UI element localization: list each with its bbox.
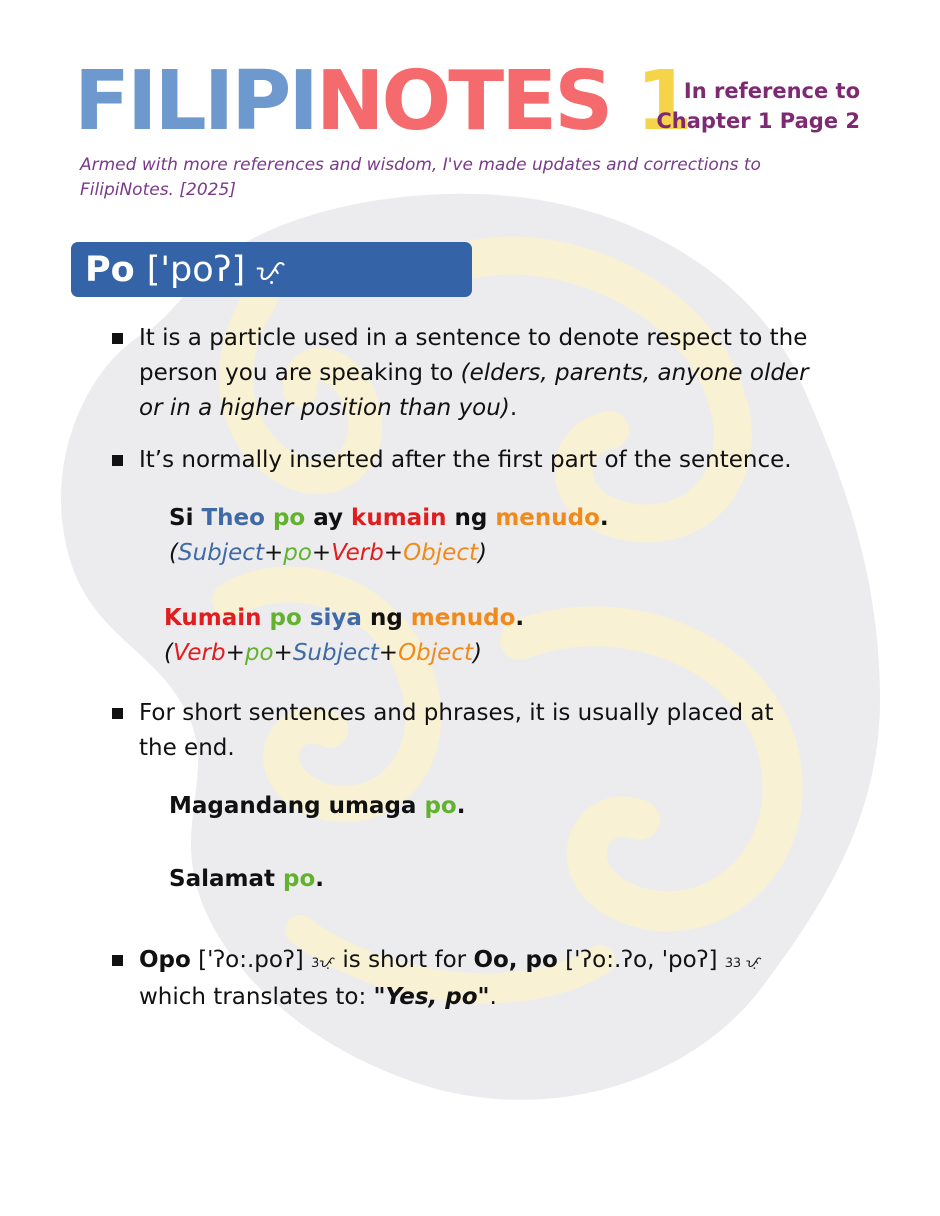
example-verb: kumain (351, 505, 447, 531)
pattern-subject: Subject (177, 540, 264, 566)
page-title (74, 54, 690, 149)
example-object: menudo (410, 605, 516, 631)
example-period: . (515, 605, 525, 631)
section-ipa: ['poʔ] (146, 249, 246, 290)
bullet-text: It is a particle used in a sentence to denote respect to the person you are speaking to (139, 325, 808, 386)
bullet-italic: (elders, parents, anyone older or in a higher position than you) (139, 360, 809, 421)
example-subject: siya (301, 605, 362, 631)
example-greeting (169, 790, 465, 822)
translation-quote: "Yes, po" (373, 984, 490, 1010)
example-thanks (169, 863, 324, 895)
pattern-plus: + (263, 540, 284, 566)
title-part-notes: NOTES (315, 54, 611, 149)
pattern-po: po (283, 540, 312, 566)
example-word: ng (446, 505, 496, 531)
bullet-end: . (489, 984, 497, 1010)
bullet-square-icon (112, 708, 123, 719)
pattern-verb: Verb (172, 640, 226, 666)
example-po: po (261, 605, 302, 631)
bullet-text: is short for (335, 947, 474, 973)
pattern-object: Object (398, 640, 473, 666)
baybayin-glyph: ᜉᜓ (255, 253, 286, 287)
example-period: . (315, 866, 324, 892)
ipa-opo: ['ʔo:.poʔ] (190, 947, 311, 973)
bullet-respect (112, 321, 832, 426)
ipa-oo-po: ['ʔo:.ʔo, 'poʔ] (557, 947, 725, 973)
example-period: . (599, 505, 609, 531)
pattern-paren: ( (164, 640, 173, 666)
reference-line-1: In reference to (683, 79, 860, 103)
section-header (71, 242, 472, 297)
example-po: po (424, 793, 457, 819)
pattern-plus: + (378, 640, 399, 666)
section-headword: Po (85, 249, 135, 290)
bullet-text: which translates to: (139, 984, 374, 1010)
bullet-placement (112, 443, 832, 478)
bullet-text: For short sentences and phrases, it is usually placed at the end. (139, 700, 774, 761)
pattern-object: Object (403, 540, 478, 566)
title-part-number: 1 (635, 54, 690, 149)
example-pattern-1 (169, 537, 487, 569)
pattern-paren: ) (473, 640, 482, 666)
example-pattern-2 (164, 637, 482, 669)
example-sentence-2 (164, 602, 524, 634)
example-word: Si (169, 505, 202, 531)
chapter-reference (656, 76, 860, 136)
baybayin-glyph: ᜂᜂ ᜉᜓ (724, 953, 762, 971)
example-subject: Theo (201, 505, 265, 531)
title-part-filipi: FILIPI (74, 54, 316, 149)
bullet-end: . (509, 395, 518, 421)
example-period: . (456, 793, 466, 819)
pattern-plus: + (383, 540, 404, 566)
bullet-square-icon (112, 955, 123, 966)
bullet-square-icon (112, 455, 123, 466)
bullet-opo (112, 943, 832, 1015)
example-word: Magandang umaga (169, 793, 425, 819)
example-word: Salamat (169, 866, 283, 892)
bullet-square-icon (112, 333, 123, 344)
term-oo-po: Oo, po (473, 947, 558, 973)
example-object: menudo (495, 505, 600, 531)
reference-line-2: Chapter 1 Page 2 (656, 109, 860, 133)
term-opo: Opo (139, 947, 191, 973)
pattern-paren: ) (478, 540, 487, 566)
pattern-subject: Subject (292, 640, 379, 666)
pattern-paren: ( (169, 540, 178, 566)
pattern-verb: Verb (331, 540, 384, 566)
bullet-short-sentences (112, 696, 812, 766)
example-sentence-1 (169, 502, 609, 534)
example-word: ng (361, 605, 411, 631)
baybayin-glyph: ᜂᜉᜓ (311, 953, 336, 971)
bullet-text: It’s normally inserted after the first part of the sentence. (139, 447, 792, 473)
pattern-plus: + (311, 540, 332, 566)
example-word: ay (305, 505, 352, 531)
example-verb: Kumain (164, 605, 262, 631)
example-po: po (264, 505, 306, 531)
intro-note: Armed with more references and wisdom, I've made updates and corrections to FilipiNotes. [2025] (80, 155, 761, 200)
pattern-plus: + (273, 640, 293, 666)
example-po: po (282, 866, 316, 892)
pattern-po: po (244, 640, 274, 666)
pattern-plus: + (225, 640, 245, 666)
